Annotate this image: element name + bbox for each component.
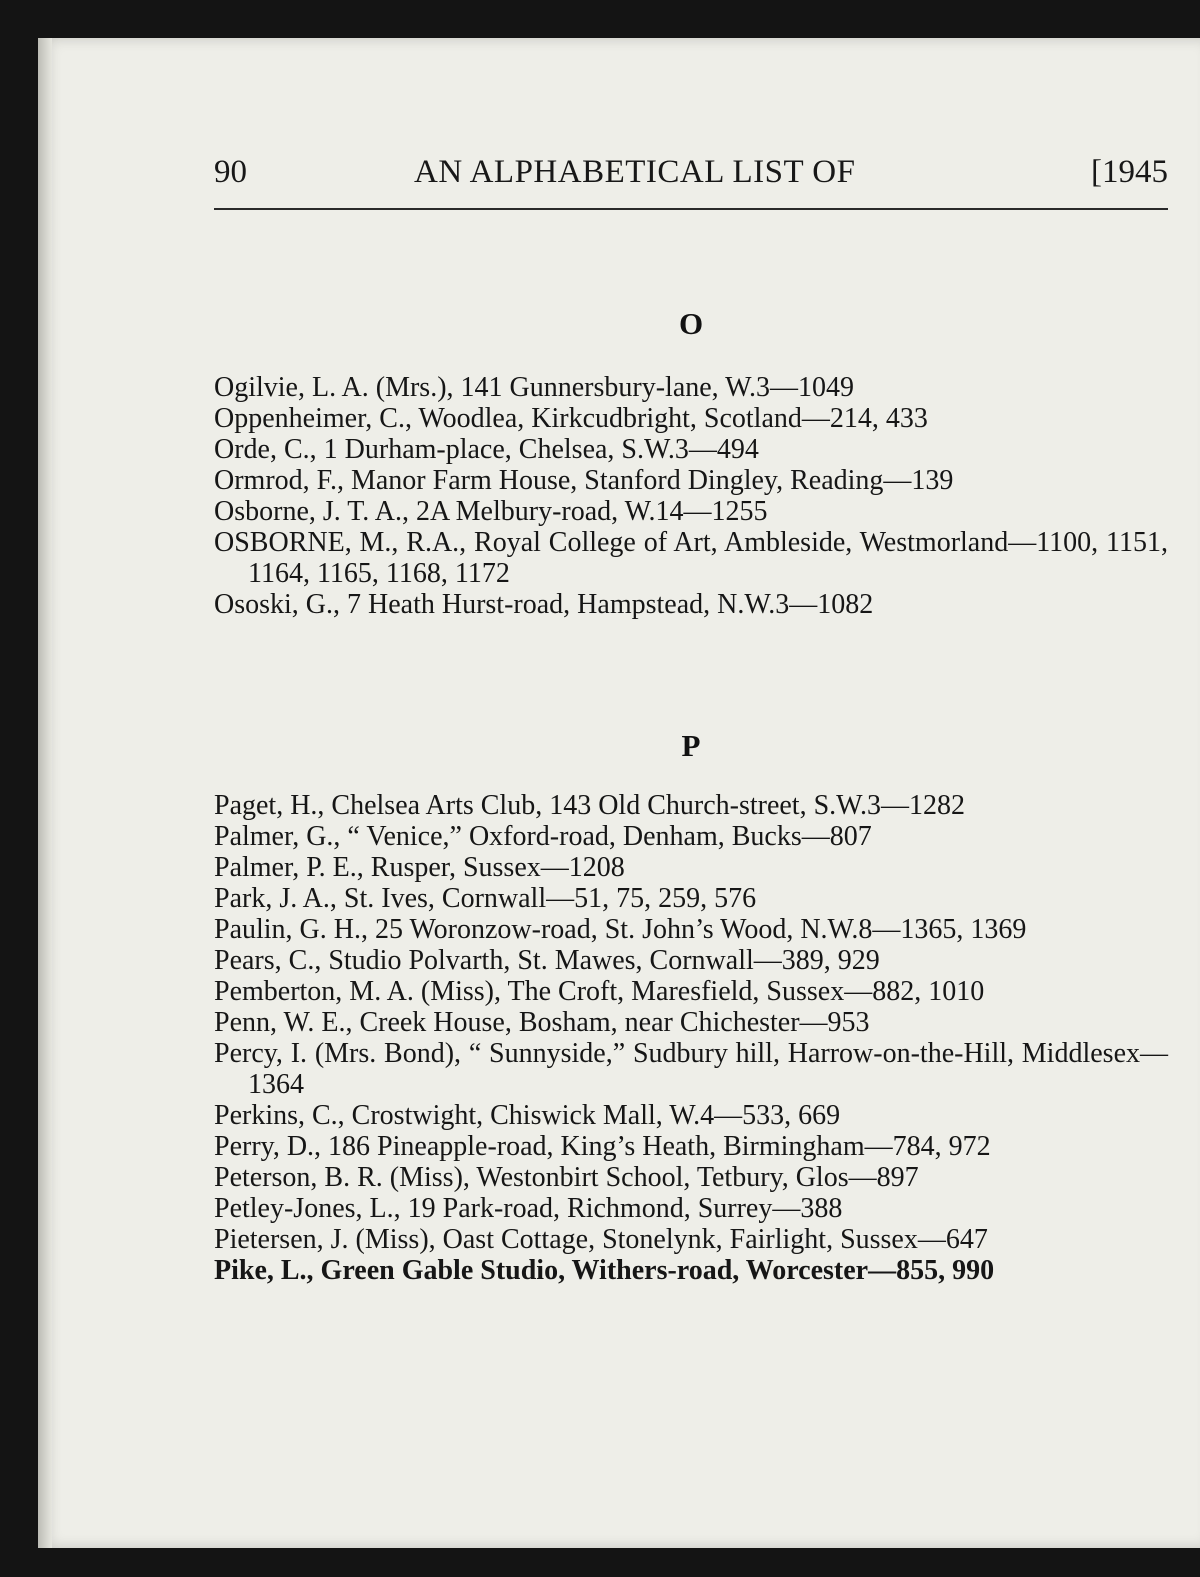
running-title: AN ALPHABETICAL LIST OF	[414, 154, 856, 190]
section-o-entries	[214, 372, 1168, 620]
list-item: Park, J. A., St. Ives, Cornwall—51, 75, 259, 576	[214, 883, 757, 914]
list-item: Paulin, G. H., 25 Woronzow-road, St. John’s Wood, N.W.8—1365, 1369	[214, 914, 1027, 945]
list-item: Pietersen, J. (Miss), Oast Cottage, Stonelynk, Fairlight, Sussex—647	[214, 1224, 988, 1255]
section-p-entries	[214, 790, 1168, 1286]
list-item: Orde, C., 1 Durham-place, Chelsea, S.W.3—494	[214, 434, 759, 465]
list-item: Petley-Jones, L., 19 Park-road, Richmond, Surrey—388	[214, 1193, 843, 1224]
list-item: Oppenheimer, C., Woodlea, Kirkcudbright, Scotland—214, 433	[214, 403, 928, 434]
list-item: Ososki, G., 7 Heath Hurst-road, Hampstead, N.W.3—1082	[214, 589, 874, 620]
list-item: Paget, H., Chelsea Arts Club, 143 Old Church-street, S.W.3—1282	[214, 790, 966, 821]
list-item: Pemberton, M. A. (Miss), The Croft, Maresfield, Sussex—882, 1010	[214, 976, 985, 1007]
page-header	[214, 154, 1168, 200]
list-item: Pears, C., Studio Polvarth, St. Mawes, Cornwall—389, 929	[214, 945, 880, 976]
list-item: Palmer, P. E., Rusper, Sussex—1208	[214, 852, 625, 883]
page-number: 90	[214, 154, 247, 190]
page-edge	[38, 38, 52, 1548]
list-item: Palmer, G., “ Venice,” Oxford-road, Denham, Bucks—807	[214, 821, 872, 852]
section-letter-o: O	[678, 306, 704, 341]
list-item: Ormrod, F., Manor Farm House, Stanford Dingley, Reading—139	[214, 465, 954, 496]
section-letter-p: P	[681, 728, 701, 763]
list-item: Percy, I. (Mrs. Bond), “ Sunnyside,” Sudbury hill, Harrow-on-the-Hill, Middlesex—1364	[214, 1038, 1168, 1100]
header-rule	[214, 208, 1168, 210]
list-item: Penn, W. E., Creek House, Bosham, near Chichester—953	[214, 1007, 870, 1038]
list-item: Ogilvie, L. A. (Mrs.), 141 Gunnersbury-lane, W.3—1049	[214, 372, 855, 403]
list-item: Peterson, B. R. (Miss), Westonbirt School, Tetbury, Glos—897	[214, 1162, 919, 1193]
list-item: Perkins, C., Crostwight, Chiswick Mall, W.4—533, 669	[214, 1100, 841, 1131]
year-marker: [1945	[1091, 154, 1168, 190]
list-item: Osborne, J. T. A., 2A Melbury-road, W.14—1255	[214, 496, 768, 527]
list-item: OSBORNE, M., R.A., Royal College of Art, Ambleside, Westmorland—1100, 1151, 1164, 1165, 1168, 1172	[214, 527, 1168, 589]
list-item: Perry, D., 186 Pineapple-road, King’s Heath, Birmingham—784, 972	[214, 1131, 991, 1162]
list-item: Pike, L., Green Gable Studio, Withers-road, Worcester—855, 990	[214, 1255, 995, 1286]
